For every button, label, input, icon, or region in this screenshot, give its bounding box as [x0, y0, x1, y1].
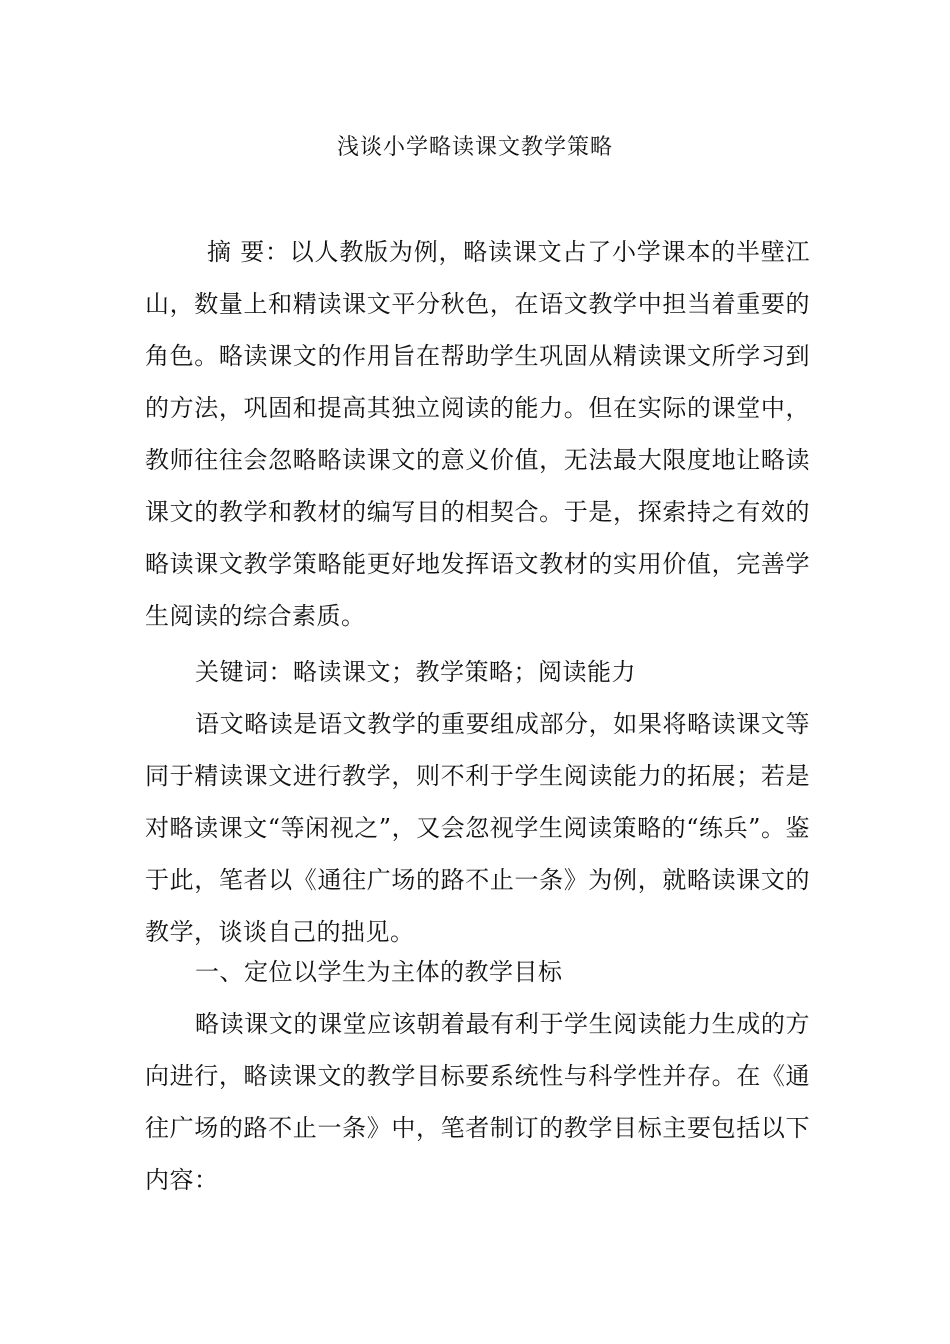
section-heading: 一、定位以学生为主体的教学目标 — [195, 958, 563, 986]
section-paragraph: 略读课文的课堂应该朝着最有利于学生阅读能力生成的方向进行，略读课文的教学目标要系统性与科学性并存。在《通往广场的路不止一条》中，笔者制订的教学目标主要包括以下内容： — [145, 1010, 810, 1194]
abstract-paragraph: 摘 要：以人教版为例，略读课文占了小学课本的半壁江山，数量上和精读课文平分秋色，在语文教学中担当着重要的角色。略读课文的作用旨在帮助学生巩固从精读课文所学习到的方法，巩固和提高其独立阅读的能力。但在实际的课堂中，教师往往会忽略略读课文的意义价值，无法最大限度地让略读课文的教学和教材的编写目的相契合。于是，探索持之有效的略读课文教学策略能更好地发挥语文教材的实用价值，完善学生阅读的综合素质。 — [145, 238, 810, 630]
document-title: 浅谈小学略读课文教学策略 — [336, 135, 613, 160]
keywords-line: 关键词：略读课文；教学策略；阅读能力 — [195, 658, 636, 686]
intro-paragraph: 语文略读是语文教学的重要组成部分，如果将略读课文等同于精读课文进行教学，则不利于学生阅读能力的拓展；若是对略读课文“等闲视之”，又会忽视学生阅读策略的“练兵”。鉴于此，笔者以《通往广场的路不止一条》为例，就略读课文的教学，谈谈自己的拙见。 — [145, 710, 810, 946]
